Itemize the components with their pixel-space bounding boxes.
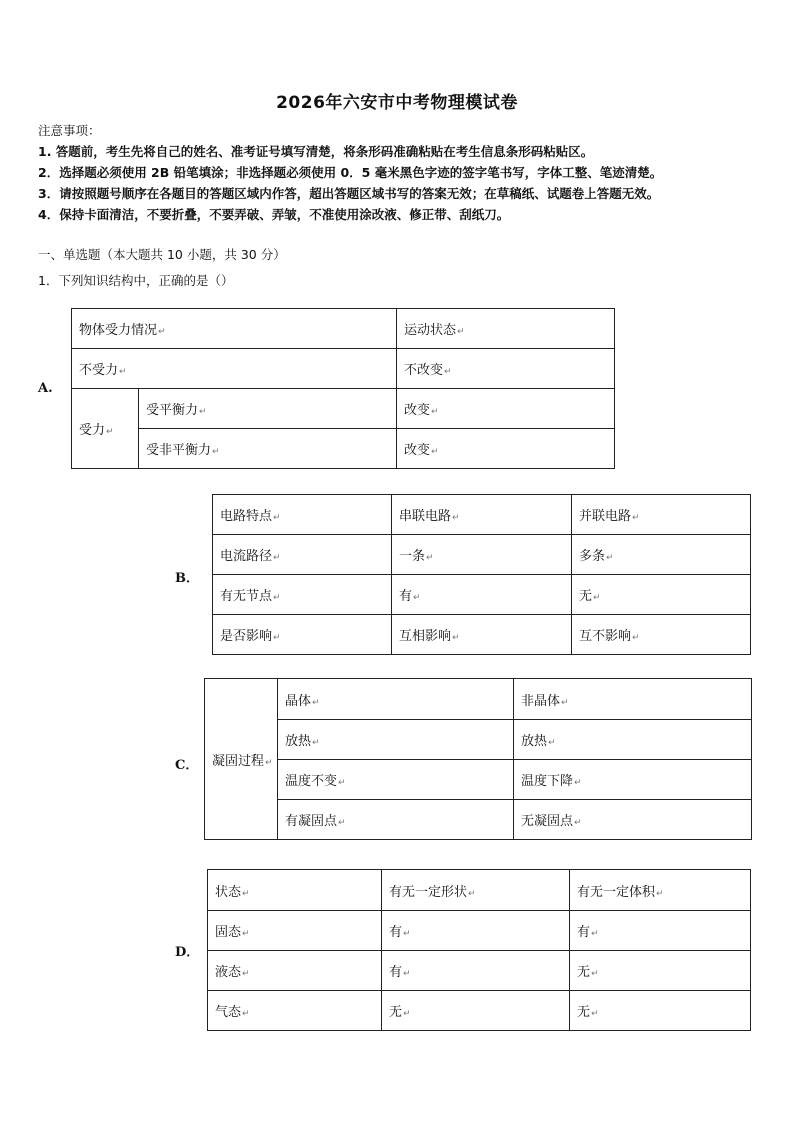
table-cell: 温度下降↵	[514, 760, 752, 800]
table-cell: 有凝固点↵	[278, 800, 514, 840]
table-row	[208, 991, 751, 1031]
table-cell: 有↵	[382, 911, 570, 951]
table-cell: 有无一定形状↵	[382, 870, 570, 911]
option-a-table	[71, 308, 615, 469]
notice-item: 2．选择题必须使用 2B 铅笔填涂；非选择题必须使用 0．5 毫米黑色字迹的签字笔书写，字体工整、笔迹清楚。	[38, 165, 663, 180]
table-cell: 有无节点↵	[213, 575, 392, 615]
table-cell: 有↵	[392, 575, 572, 615]
table-cell: 不改变↵	[397, 349, 615, 389]
table-cell: 非晶体↵	[514, 679, 752, 720]
table-cell: 串联电路↵	[392, 495, 572, 535]
table-row	[208, 951, 751, 991]
table-cell: 并联电路↵	[572, 495, 751, 535]
table-row	[208, 870, 751, 911]
table-row	[208, 911, 751, 951]
table-cell: 互相影响↵	[392, 615, 572, 655]
table-row	[213, 535, 751, 575]
table-row	[205, 720, 752, 760]
table-cell: 晶体↵	[278, 679, 514, 720]
table-row	[72, 429, 615, 469]
table-cell: 受力↵	[72, 389, 139, 469]
table-cell: 液态↵	[208, 951, 382, 991]
table-cell: 凝固过程↵	[205, 679, 278, 840]
table-cell: 无↵	[382, 991, 570, 1031]
table-cell: 无↵	[572, 575, 751, 615]
notice-heading: 注意事项：	[38, 123, 101, 138]
page-title: 2026年六安市中考物理模试卷	[276, 93, 518, 113]
table-cell: 改变↵	[397, 389, 615, 429]
option-d-table	[207, 869, 751, 1031]
option-d-label[interactable]: D．	[175, 945, 200, 960]
table-cell: 电路特点↵	[213, 495, 392, 535]
question-1-stem: 1．下列知识结构中，正确的是（）	[38, 273, 234, 288]
table-cell: 温度不变↵	[278, 760, 514, 800]
table-cell: 有无一定体积↵	[570, 870, 751, 911]
table-cell: 电流路径↵	[213, 535, 392, 575]
table-cell: 不受力↵	[72, 349, 397, 389]
table-row	[72, 389, 615, 429]
table-row	[72, 349, 615, 389]
table-cell: 无↵	[570, 951, 751, 991]
table-cell: 固态↵	[208, 911, 382, 951]
table-cell: 运动状态↵	[397, 309, 615, 349]
table-cell: 是否影响↵	[213, 615, 392, 655]
table-cell: 改变↵	[397, 429, 615, 469]
notice-item: 4．保持卡面清洁，不要折叠，不要弄破、弄皱，不准使用涂改液、修正带、刮纸刀。	[38, 207, 510, 222]
table-cell: 放热↵	[514, 720, 752, 760]
option-c-table	[204, 678, 752, 840]
table-cell: 受平衡力↵	[139, 389, 397, 429]
option-a-label[interactable]: A.	[38, 381, 53, 396]
table-cell: 多条↵	[572, 535, 751, 575]
section-heading: 一、单选题（本大题共 10 小题，共 30 分）	[38, 247, 286, 262]
table-cell: 一条↵	[392, 535, 572, 575]
table-row	[213, 575, 751, 615]
table-cell: 物体受力情况↵	[72, 309, 397, 349]
table-cell: 放热↵	[278, 720, 514, 760]
table-row	[205, 679, 752, 720]
option-c-label[interactable]: C．	[175, 758, 199, 773]
table-row	[213, 615, 751, 655]
table-cell: 互不影响↵	[572, 615, 751, 655]
table-cell: 受非平衡力↵	[139, 429, 397, 469]
table-cell: 有↵	[382, 951, 570, 991]
table-row	[72, 309, 615, 349]
option-b-label[interactable]: B．	[175, 571, 199, 586]
table-cell: 状态↵	[208, 870, 382, 911]
table-row	[205, 800, 752, 840]
notice-item: 1. 答题前，考生先将自己的姓名、准考证号填写清楚，将条形码准确粘贴在考生信息条形码粘贴区。	[38, 144, 594, 159]
option-b-table	[212, 494, 751, 655]
table-row	[213, 495, 751, 535]
table-cell: 有↵	[570, 911, 751, 951]
table-row	[205, 760, 752, 800]
notice-item: 3．请按照题号顺序在各题目的答题区域内作答，超出答题区域书写的答案无效；在草稿纸、试题卷上答题无效。	[38, 186, 660, 201]
table-cell: 无凝固点↵	[514, 800, 752, 840]
table-cell: 气态↵	[208, 991, 382, 1031]
table-cell: 无↵	[570, 991, 751, 1031]
